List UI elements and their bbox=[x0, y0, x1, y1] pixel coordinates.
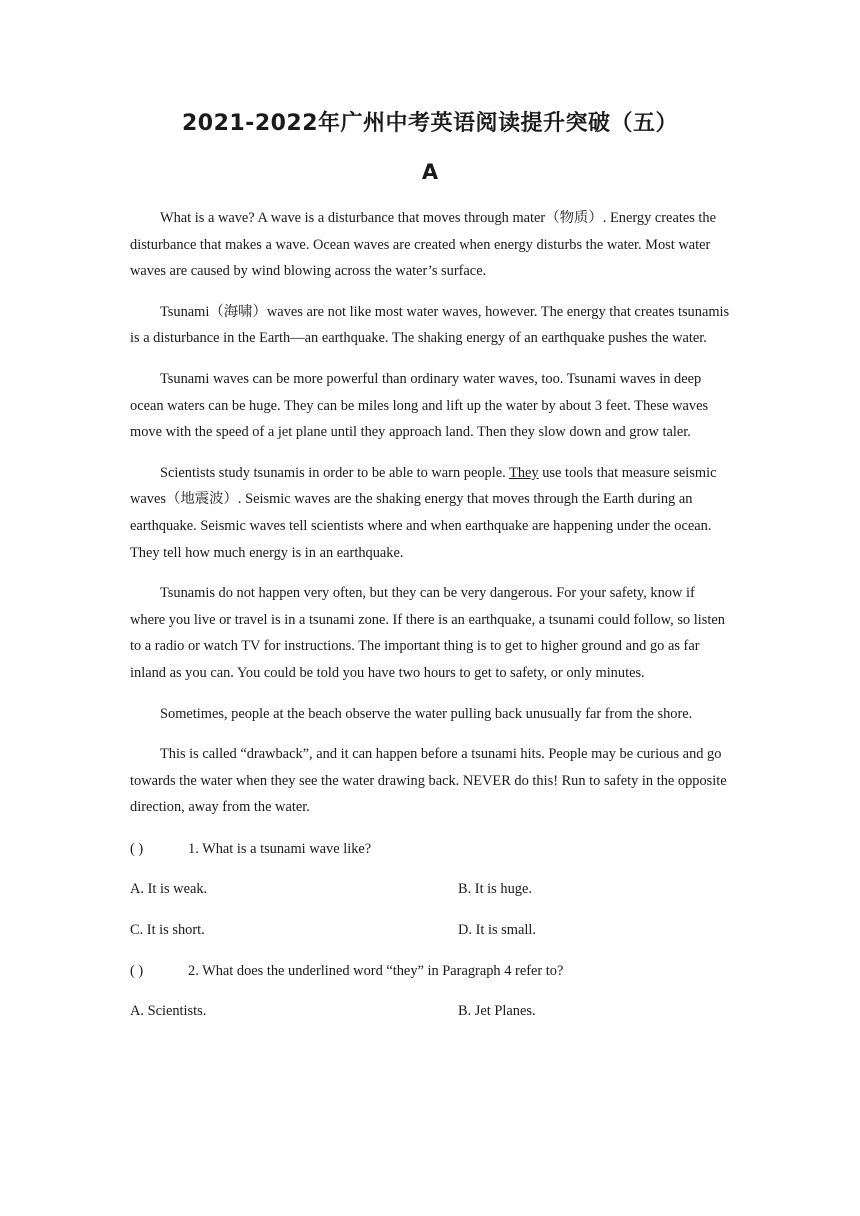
paragraph-3: Tsunami waves can be more powerful than ordinary water waves, too. Tsunami waves in deep ocean waters can be huge. They can be miles long and lift up the water by about 3 feet. These waves move with the speed of a jet plane until they approach land. Then they slow down and grow taler. bbox=[130, 370, 709, 441]
option-a: A. It is weak. bbox=[130, 881, 208, 898]
answer-blank: ( ) bbox=[130, 962, 144, 979]
option-d: D. It is small. bbox=[458, 922, 536, 939]
question-text: 2. What does the underlined word “they” in Paragraph 4 refer to? bbox=[188, 962, 564, 979]
paragraph-4 bbox=[130, 460, 732, 566]
paragraph-4-start: Scientists study tsunamis in order to be able to warn people. bbox=[160, 464, 510, 481]
reading-passage bbox=[130, 205, 732, 1039]
document-title: 2021-2022年广州中考英语阅读提升突破（五） bbox=[181, 111, 679, 136]
option-c: C. It is short. bbox=[130, 922, 205, 939]
paragraph-1: What is a wave? A wave is a disturbance that moves through mater（物质）. Energy creates the disturbance that makes a wave. Ocean waves are created when energy disturbs the water. Most water waves are caused by wind blowing across the water’s surface. bbox=[130, 210, 716, 280]
section-heading: A bbox=[421, 160, 439, 184]
question-2 bbox=[130, 958, 732, 985]
answer-blank: ( ) bbox=[130, 840, 144, 857]
paragraph-7: This is called “drawback”, and it can happen before a tsunami hits. People may be curious and go towards the water when they see the water drawing back. NEVER do this! Run to safety in the opposite direction, away from the water. bbox=[130, 746, 727, 816]
underlined-word: They bbox=[509, 464, 539, 481]
options-row bbox=[130, 917, 732, 944]
question-text: 1. What is a tsunami wave like? bbox=[188, 840, 372, 857]
option-a: A. Scientists. bbox=[130, 1003, 207, 1020]
question-1 bbox=[130, 836, 732, 863]
paragraph-4-rest: use tools that measure seismic waves（地震波）. Seismic waves are the shaking energy that moves through the Earth during an earthquake. Seismic waves tell scientists where and when earthquake are happening under the ocean. They tell how much energy is in an earthquake. bbox=[130, 464, 717, 561]
option-b: B. It is huge. bbox=[458, 881, 532, 898]
options-row bbox=[130, 876, 732, 903]
option-b: B. Jet Planes. bbox=[458, 1003, 536, 1020]
paragraph-5: Tsunamis do not happen very often, but they can be very dangerous. For your safety, know if where you live or travel is in a tsunami zone. If there is an earthquake, a tsunami could follow, so listen to a radio or watch TV for instructions. The important thing is to get to higher ground and go as far inland as you can. You could be told you have two hours to get to safety, or only minutes. bbox=[130, 585, 725, 681]
paragraph-2: Tsunami（海啸）waves are not like most water waves, however. The energy that creates tsunamis is a disturbance in the Earth—an earthquake. The shaking energy of an earthquake pushes the water. bbox=[130, 303, 730, 347]
paragraph-6: Sometimes, people at the beach observe the water pulling back unusually far from the shore. bbox=[160, 705, 693, 722]
options-row bbox=[130, 998, 732, 1025]
